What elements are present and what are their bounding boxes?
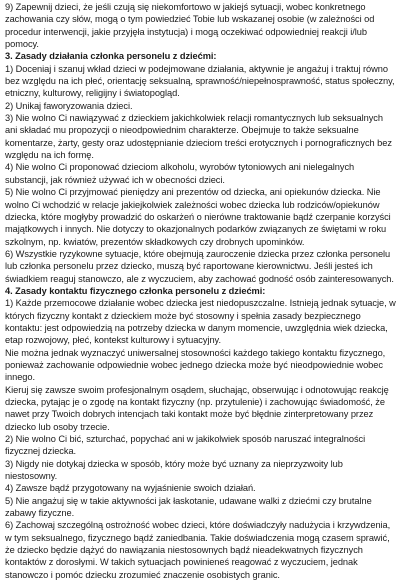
list-item: 1) Doceniaj i szanuj wkład dzieci w podejmowane działania, aktywnie je angażuj i traktuj równo bez względu na ich płeć, orientację seksualną, sprawność/niepełnosprawność, status społeczny, etniczny, kulturowy, religijny i światopogląd. [5,63,395,99]
section-3 [5,50,397,285]
section-4 [5,285,397,581]
list-item: 1) Każde przemocowe działanie wobec dziecka jest niedopuszczalne. Istnieją jednak sytuacje, w których fizyczny kontakt z dzieckiem może być stosowny i spełnia zasady bezpiecznego kontaktu: jest odpowiedzią na potrzeby dziecka w danym momencie, uwzględnia wiek dziecka, etap rozwojowy, płeć, kontekst kulturowy i sytuacyjny. [5,298,396,346]
list-item: 2) Nie wolno Ci bić, szturchać, popychać ani w jakikolwiek sposób naruszać integralności fizycznej dziecka. [5,434,366,457]
section-heading: 4. Zasady kontaktu fizycznego członka personelu z dziećmi: [5,285,266,296]
list-item: 3) Nie wolno Ci nawiązywać z dzieckiem jakichkolwiek relacji romantycznych lub seksualnych ani składać mu propozycji o nieodpowiednim charakterze. Obejmuje to także seksualne komentarze, żarty, gesty oraz udostępnianie dzieciom treści erotycznych i pornograficznych bez względu na ich formę. [5,113,392,161]
list-item: 6) Zachowaj szczególną ostrożność wobec dzieci, które doświadczyły nadużycia i krzywdzenia, w tym seksualnego, fizycznego bądź zaniedbania. Takie doświadczenia mogą czasem sprawić, że dziecko będzie dążyć do nawiązania niestosownych bądź nieadekwatnych fizycznych kontaktów z dorosłymi. W takich sytuacjach powinieneś reagować z wyczuciem, jednak stanowczo i pomóc dziecku zrozumieć znaczenie osobistych granic. [5,520,391,580]
section-heading: 3. Zasady działania członka personelu z dziećmi: [5,51,217,62]
list-item: 2) Unikaj faworyzowania dzieci. [5,100,133,111]
list-item: 3) Nigdy nie dotykaj dziecka w sposób, który może być uznany za nieprzyzwoity lub niestosowny. [5,458,343,482]
list-item: 5) Nie wolno Ci przyjmować pieniędzy ani prezentów od dziecka, ani opiekunów dziecka. Nie wolno Ci wchodzić w relacje jakiejkolwiek zależności wobec dziecka lub rodziców/opiekunów dziecka, które mogłyby prowadzić do oskarżeń o nierówne traktowanie bądź czerpanie korzyści majątkowych i innych. Nie dotyczy to okazjonalnych podarków związanych ze świętami w roku szkolnym, np. kwiatów, prezentów składkowych czy drobnych upominków. [5,187,391,247]
list-item: 4) Nie wolno Ci proponować dzieciom alkoholu, wyrobów tytoniowych ani nielegalnych substancji, jak również używać ich w obecności dzieci. [5,162,355,185]
list-item: 6) Wszystkie ryzykowne sytuacje, które obejmują zauroczenie dziecka przez członka personelu lub członka personelu przez dziecko, muszą być raportowane kierownictwu. Jeśli jesteś ich świadkiem reaguj stanowczo, ale z wyczuciem, aby zachować godność osób zainteresowanych. [5,248,394,284]
list-item: 4) Zawsze bądź przygotowany na wyjaśnienie swoich działań. [5,483,256,494]
paragraph: 9) Zapewnij dzieci, że jeśli czują się niekomfortowo w jakiejś sytuacji, wobec konkretnego zachowania czy słów, mogą o tym powiedzieć Tobie lub wskazanej osobie (w zależności od procedur interwencji, jakie przyjęła instytucja) i mogą oczekiwać odpowiedniej reakcji i/lub pomocy. [5,2,375,50]
list-item: 5) Nie angażuj się w takie aktywności jak łaskotanie, udawane walki z dziećmi czy brutalne zabawy fizyczne. [5,495,372,519]
intro-item-9 [5,1,397,50]
paragraph: Kieruj się zawsze swoim profesjonalnym osądem, słuchając, obserwując i odnotowując reakcję dziecka, pytając je o zgodę na kontakt fizyczny (np. przytulenie) i zachowując świadomość, że nawet przy Twoich dobrych intencjach taki kontakt może być błędnie zinterpretowany przez dziecko lub osoby trzecie. [5,384,389,432]
paragraph: Nie można jednak wyznaczyć uniwersalnej stosowności każdego takiego kontaktu fizycznego, ponieważ zachowanie odpowiednie wobec jednego dziecka może być nieodpowiednie wobec innego. [5,347,386,383]
